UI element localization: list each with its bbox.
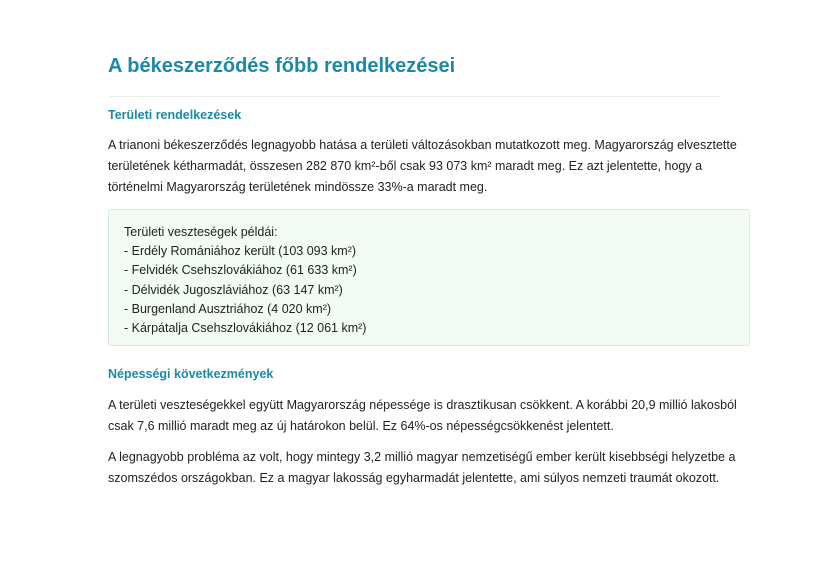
territorial-losses-box: [108, 209, 750, 346]
paragraph-line: A trianoni békeszerződés legnagyobb hatása a területi változásokban mutatkozott meg. Magyarország elvesztette: [108, 138, 737, 152]
section-heading-territorial: Területi rendelkezések: [108, 108, 242, 122]
list-item: - Felvidék Csehszlovákiához (61 633 km²): [124, 263, 357, 278]
list-item: - Kárpátalja Csehszlovákiához (12 061 km²): [124, 321, 367, 336]
list-item: - Erdély Romániához került (103 093 km²): [124, 244, 357, 259]
paragraph-line: A legnagyobb probléma az volt, hogy mintegy 3,2 millió magyar nemzetiségű ember került kisebbségi helyzetbe a: [108, 450, 736, 464]
paragraph-line: történelmi Magyarország területének mindössze 33%-a maradt meg.: [108, 180, 488, 194]
list-item: - Burgenland Ausztriához (4 020 km²): [124, 301, 332, 316]
population-paragraph-1: [108, 395, 737, 437]
population-paragraph-2: [108, 447, 736, 489]
title-divider: [108, 96, 720, 97]
section-heading-population: Népességi következmények: [108, 367, 274, 381]
territorial-paragraph: [108, 135, 737, 198]
territorial-losses-list: [124, 223, 366, 338]
list-item: - Délvidék Jugoszláviához (63 147 km²): [124, 282, 343, 297]
page-title: A békeszerződés főbb rendelkezései: [108, 55, 456, 77]
paragraph-line: A területi veszteségekkel együtt Magyarország népessége is drasztikusan csökkent. A korábbi 20,9 millió lakosból: [108, 398, 737, 412]
paragraph-line: csak 7,6 millió maradt meg az új határokon belül. Ez 64%-os népességcsökkenést jelentett.: [108, 419, 614, 433]
paragraph-line: területének kétharmadát, összesen 282 870 km²-ből csak 93 073 km² maradt meg. Ez azt jelentette, hogy a: [108, 159, 703, 173]
paragraph-line: szomszédos országokban. Ez a magyar lakosság egyharmadát jelentette, ami súlyos nemzeti traumát okozott.: [108, 471, 720, 485]
box-heading: Területi veszteségek példái:: [124, 225, 278, 239]
